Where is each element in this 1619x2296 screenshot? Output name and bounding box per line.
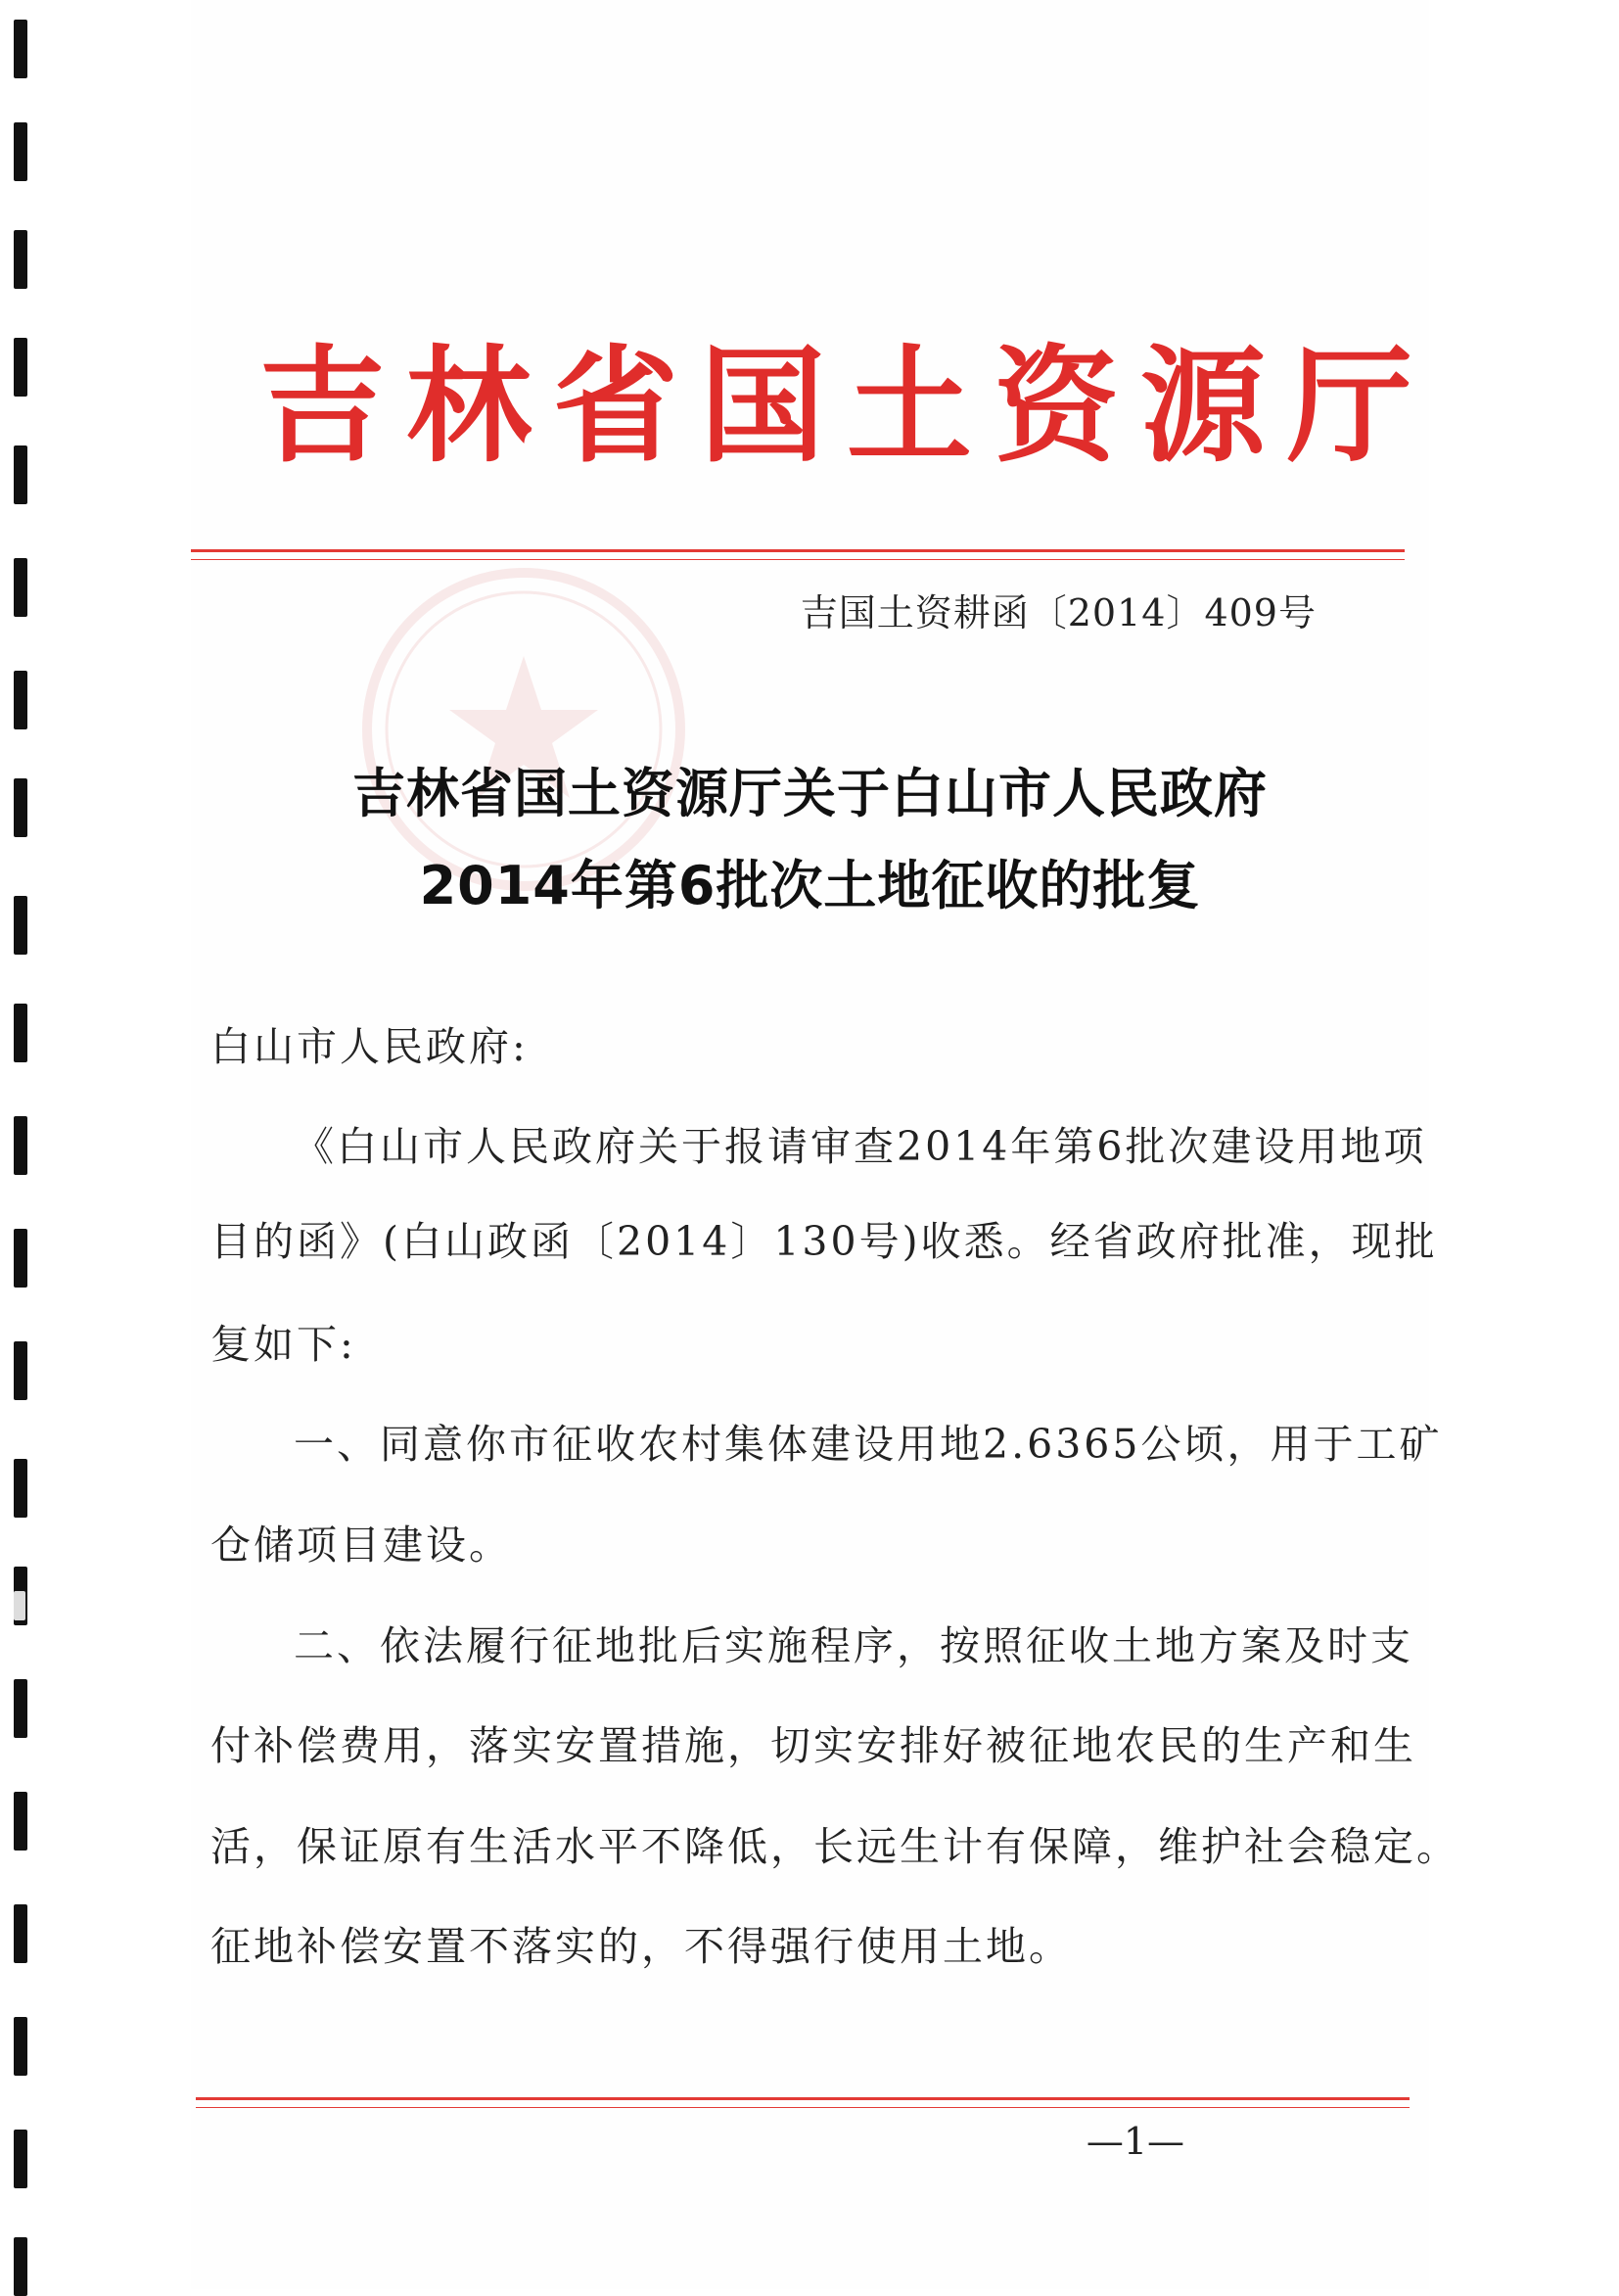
binding-hole (14, 1004, 27, 1062)
binding-hole (14, 1341, 27, 1400)
binding-hole (14, 671, 27, 729)
binding-hole (14, 2237, 27, 2296)
document-page (191, 0, 1459, 2289)
binding-hole (14, 1792, 27, 1851)
binding-hole (14, 2130, 27, 2188)
page-number: —1— (1086, 2120, 1184, 2163)
binding-hole (14, 20, 27, 78)
body-line: 二、依法履行征地批后实施程序，按照征收土地方案及时支 (294, 1622, 1413, 1669)
footer-rule-thin (196, 2107, 1410, 2108)
body-line: 一、同意你市征收农村集体建设用地2.6365公顷，用于工矿 (294, 1421, 1443, 1468)
body-line: 复如下: (210, 1321, 356, 1368)
document-title-line-1: 吉林省国土资源厅关于白山市人民政府 (352, 763, 1268, 824)
body-line: 付补偿费用，落实安置措施，切实安排好被征地农民的生产和生 (210, 1722, 1416, 1769)
body-line: 征地补偿安置不落实的，不得强行使用土地。 (210, 1923, 1072, 1970)
binding-strip (0, 0, 59, 2289)
salutation: 白山市人民政府: (210, 1023, 529, 1070)
footer-rule (196, 2097, 1410, 2100)
body-line: 目的函》(白山政函〔2014〕130号)收悉。经省政府批准，现批 (210, 1218, 1438, 1265)
binding-hole (14, 778, 27, 837)
agency-title: 吉林省国土资源厅 (259, 333, 1435, 480)
binding-hole (14, 1229, 27, 1288)
binding-hole (14, 445, 27, 504)
body-line: 活，保证原有生活水平不降低，长远生计有保障，维护社会稳定。 (210, 1823, 1459, 1870)
binding-hole (14, 558, 27, 617)
binding-hole (14, 1459, 27, 1518)
binding-hole (14, 338, 27, 397)
document-number: 吉国土资耕函〔2014〕409号 (800, 591, 1317, 634)
binding-hole (14, 896, 27, 955)
binding-hole (14, 2017, 27, 2076)
header-rule-thin (191, 559, 1405, 560)
body-line: 《白山市人民政府关于报请审查2014年第6批次建设用地项 (294, 1123, 1427, 1170)
binding-hole (14, 122, 27, 181)
binding-hole (14, 1591, 25, 1620)
binding-hole (14, 1116, 27, 1175)
body-line: 仓储项目建设。 (210, 1522, 512, 1569)
binding-hole (14, 1679, 27, 1738)
binding-hole (14, 1904, 27, 1963)
binding-hole (14, 230, 27, 289)
header-rule (191, 549, 1405, 552)
document-title-line-2: 2014年第6批次土地征收的批复 (419, 855, 1201, 916)
